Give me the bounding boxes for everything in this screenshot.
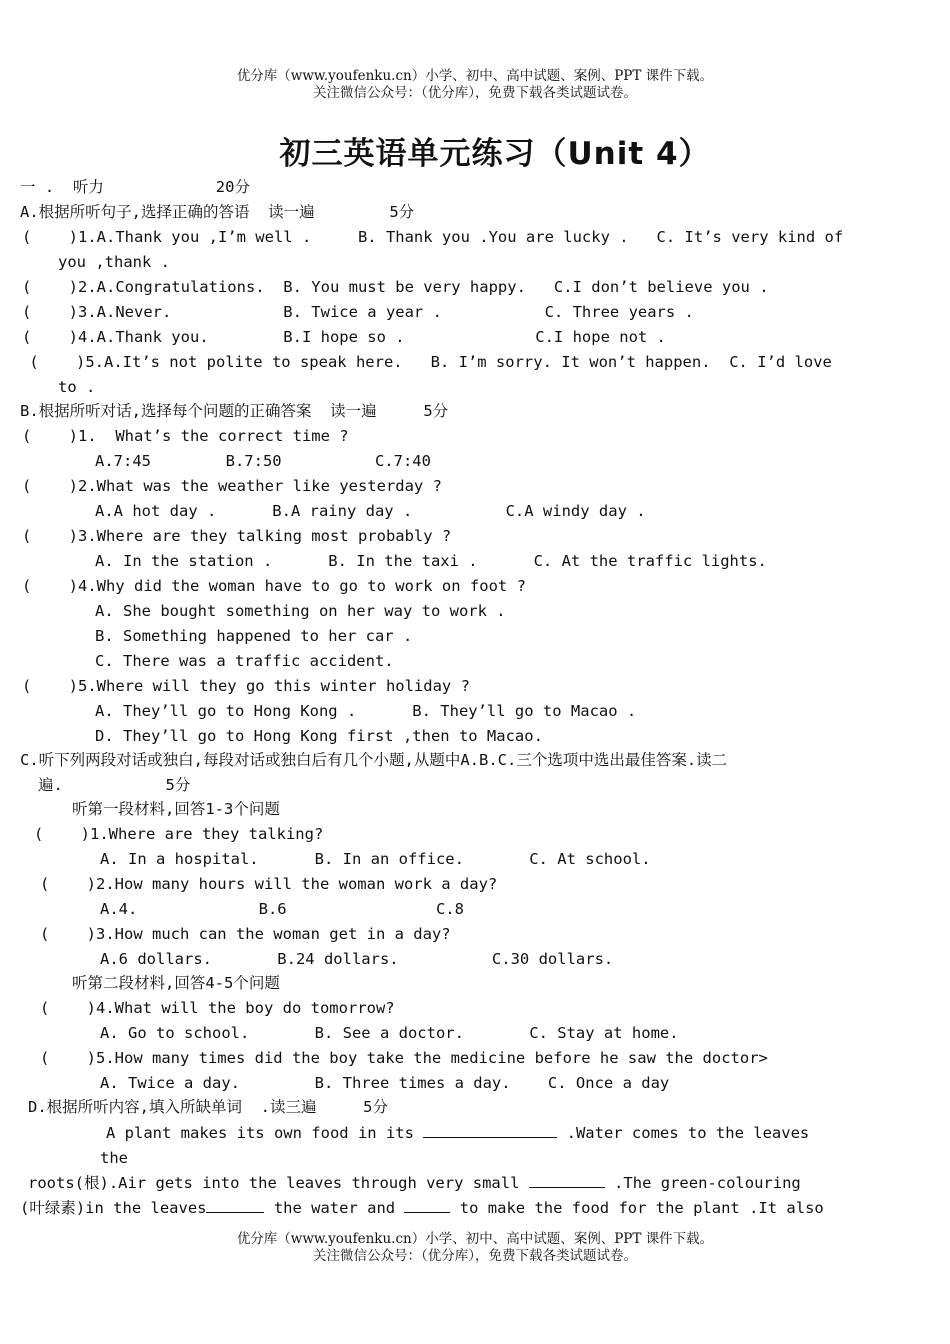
- part-c-q4-options: A. Go to school. B. See a doctor. C. Stay at home.: [100, 1024, 679, 1042]
- part-c-q4: ( )4.What will the boy do tomorrow?: [40, 999, 395, 1017]
- part-b-q3-options: A. In the station . B. In the taxi . C. At the traffic lights.: [95, 552, 767, 570]
- part-a-heading: A.根据所听句子,选择正确的答语 读一遍 5分: [20, 203, 415, 221]
- section-heading: 一 . 听力 20分: [20, 178, 250, 196]
- part-b-q5-option-d: D. They’ll go to Hong Kong first ,then to Macao.: [95, 727, 543, 745]
- part-d-text: (叶绿素)in the leaves: [20, 1199, 207, 1217]
- part-b-heading: B.根据所听对话,选择每个问题的正确答案 读一遍 5分: [20, 402, 449, 420]
- part-c-q3: ( )3.How much can the woman get in a day?: [40, 925, 451, 943]
- answer-blank[interactable]: [529, 1173, 605, 1188]
- part-c-q2-options: A.4. B.6 C.8: [100, 900, 464, 918]
- header-line-2: 关注微信公众号：（优分库），免费下载各类试题试卷。: [313, 85, 637, 101]
- part-b-q1-options: A.7:45 B.7:50 C.7:40: [95, 452, 431, 470]
- part-c-sub1: 听第一段材料,回答1-3个问题: [72, 800, 280, 818]
- part-a-q5: ( )5.A.It’s not polite to speak here. B. I’m sorry. It won’t happen. C. I’d love: [20, 353, 832, 371]
- part-a-q1-cont: you ,thank .: [58, 253, 170, 271]
- part-a-q4: ( )4.A.Thank you. B.I hope so . C.I hope not .: [22, 328, 666, 346]
- answer-blank[interactable]: [423, 1123, 557, 1138]
- part-a-q5-cont: to .: [58, 378, 96, 396]
- part-b-q3: ( )3.Where are they talking most probably ?: [22, 527, 452, 545]
- part-c-heading-cont: 遍. 5分: [38, 776, 191, 794]
- part-d-text: .The green-colouring: [604, 1174, 801, 1192]
- part-d-text: .Water comes to the leaves: [557, 1124, 810, 1142]
- part-b-q4-option-a: A. She bought something on her way to work .: [95, 602, 506, 620]
- answer-blank[interactable]: [404, 1198, 450, 1213]
- part-c-q1-options: A. In a hospital. B. In an office. C. At school.: [100, 850, 651, 868]
- footer-line-1: 优分库（www.youfenku.cn）小学、初中、高中试题、案例、PPT 课件下载。: [236, 1231, 714, 1247]
- part-d-text: roots(根).Air gets into the leaves through very small: [28, 1174, 529, 1192]
- part-b-q4-option-b: B. Something happened to her car .: [95, 627, 413, 645]
- part-c-q2: ( )2.How many hours will the woman work a day?: [40, 875, 498, 893]
- part-c-q5-options: A. Twice a day. B. Three times a day. C. Once a day: [100, 1074, 670, 1092]
- part-c-q3-options: A.6 dollars. B.24 dollars. C.30 dollars.: [100, 950, 614, 968]
- part-d-text: to make the food for the plant .It also: [450, 1199, 824, 1217]
- page-title: 初三英语单元练习（Unit 4）: [279, 136, 711, 172]
- part-b-q5-options: A. They’ll go to Hong Kong . B. They’ll go to Macao .: [95, 702, 637, 720]
- part-a-q3: ( )3.A.Never. B. Twice a year . C. Three years .: [22, 303, 694, 321]
- part-d-text: A plant makes its own food in its: [106, 1124, 424, 1142]
- part-b-q2-options: A.A hot day . B.A rainy day . C.A windy day .: [95, 502, 646, 520]
- part-a-q1: ( )1.A.Thank you ,I’m well . B. Thank you .You are lucky . C. It’s very kind of: [22, 228, 844, 246]
- part-d-passage-line-1b: the: [100, 1149, 128, 1167]
- footer-line-2: 关注微信公众号：（优分库），免费下载各类试题试卷。: [313, 1248, 637, 1264]
- part-b-q4-option-c: C. There was a traffic accident.: [95, 652, 394, 670]
- part-d-passage-line-3: [20, 1198, 824, 1218]
- part-b-q5: ( )5.Where will they go this winter holiday ?: [22, 677, 470, 695]
- part-b-q4: ( )4.Why did the woman have to go to work on foot ?: [22, 577, 526, 595]
- part-c-heading: C.听下列两段对话或独白,每段对话或独白后有几个小题,从题中A.B.C.三个选项中选出最佳答案.读二: [20, 751, 728, 769]
- part-c-sub2: 听第二段材料,回答4-5个问题: [72, 974, 280, 992]
- part-d-passage-line-1: [106, 1123, 809, 1143]
- answer-blank[interactable]: [206, 1198, 264, 1213]
- part-d-heading: D.根据所听内容,填入所缺单词 .读三遍 5分: [28, 1098, 388, 1116]
- part-b-q2: ( )2.What was the weather like yesterday ?: [22, 477, 442, 495]
- part-d-passage-line-2: [28, 1173, 801, 1193]
- part-d-text: the water and: [264, 1199, 405, 1217]
- header-line-1: 优分库（www.youfenku.cn）小学、初中、高中试题、案例、PPT 课件下载。: [236, 68, 714, 84]
- part-c-q5: ( )5.How many times did the boy take the medicine before he saw the doctor>: [40, 1049, 768, 1067]
- part-a-q2: ( )2.A.Congratulations. B. You must be very happy. C.I don’t believe you .: [22, 278, 769, 296]
- part-c-q1: ( )1.Where are they talking?: [34, 825, 324, 843]
- part-b-q1: ( )1. What’s the correct time ?: [22, 427, 349, 445]
